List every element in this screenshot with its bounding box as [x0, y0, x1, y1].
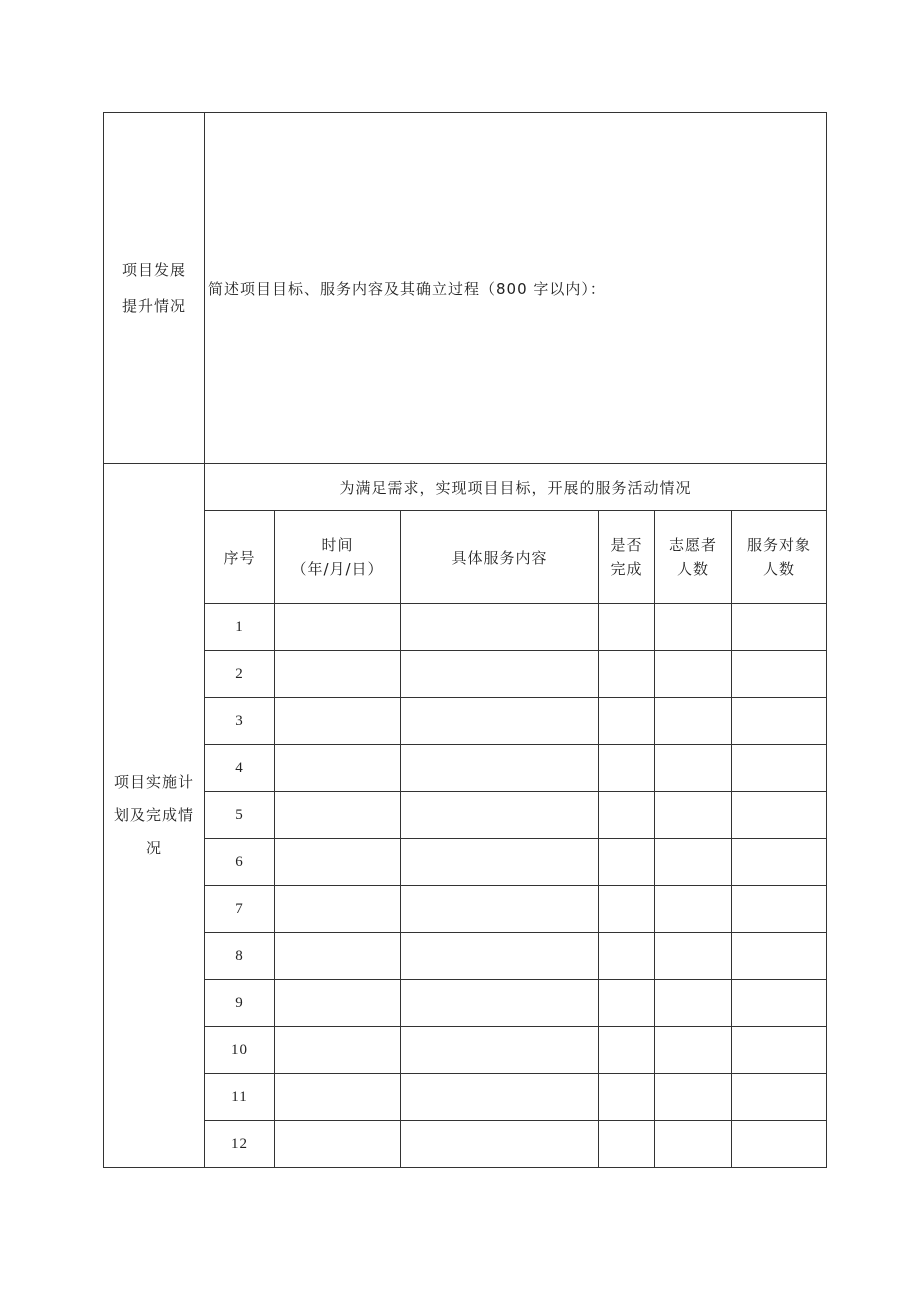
row-targets-field[interactable] [732, 792, 827, 839]
row-seq: 8 [205, 933, 275, 980]
header-targets-line2: 人数 [762, 560, 795, 578]
header-done-line1: 是否 [610, 536, 643, 554]
row-content-field[interactable] [401, 886, 599, 933]
row-time-field[interactable] [275, 980, 401, 1027]
development-description-field[interactable] [205, 113, 827, 464]
row-targets-field[interactable] [732, 651, 827, 698]
row-seq: 3 [205, 698, 275, 745]
row-seq: 5 [205, 792, 275, 839]
header-time-line1: 时间 [321, 536, 354, 554]
header-volunteers-line2: 人数 [676, 560, 709, 578]
row-time-field[interactable] [275, 698, 401, 745]
row-time-field[interactable] [275, 745, 401, 792]
row-targets-field[interactable] [732, 839, 827, 886]
header-targets-line1: 服务对象 [746, 536, 811, 554]
table-row [104, 745, 827, 792]
header-volunteers-line1: 志愿者 [668, 536, 717, 554]
header-volunteers [655, 511, 732, 604]
row-content-field[interactable] [401, 1074, 599, 1121]
section-implementation-label-line3: 况 [145, 839, 162, 857]
row-content-field[interactable] [401, 651, 599, 698]
row-time-field[interactable] [275, 1074, 401, 1121]
row-content-field[interactable] [401, 839, 599, 886]
row-done-field[interactable] [599, 1121, 655, 1168]
row-time-field[interactable] [275, 886, 401, 933]
row-volunteers-field[interactable] [655, 1074, 732, 1121]
row-done-field[interactable] [599, 1027, 655, 1074]
header-done [599, 511, 655, 604]
header-targets [732, 511, 827, 604]
row-volunteers-field[interactable] [655, 1121, 732, 1168]
section-implementation-label-line1: 项目实施计 [113, 773, 194, 791]
section-implementation-label-line2: 划及完成情 [113, 806, 194, 824]
row-done-field[interactable] [599, 651, 655, 698]
row-seq: 1 [205, 604, 275, 651]
row-volunteers-field[interactable] [655, 839, 732, 886]
row-content-field[interactable] [401, 980, 599, 1027]
row-targets-field[interactable] [732, 698, 827, 745]
table-row [104, 1074, 827, 1121]
row-targets-field[interactable] [732, 745, 827, 792]
row-time-field[interactable] [275, 604, 401, 651]
row-done-field[interactable] [599, 604, 655, 651]
header-done-line2: 完成 [610, 560, 643, 578]
row-done-field[interactable] [599, 980, 655, 1027]
row-seq: 9 [205, 980, 275, 1027]
table-row [104, 792, 827, 839]
row-content-field[interactable] [401, 604, 599, 651]
row-time-field[interactable] [275, 933, 401, 980]
application-form-table [103, 112, 827, 1168]
development-description-prompt: 简述项目目标、服务内容及其确立过程（800 字以内）： [208, 279, 606, 298]
header-time [275, 511, 401, 604]
row-done-field[interactable] [599, 839, 655, 886]
row-content-field[interactable] [401, 933, 599, 980]
row-volunteers-field[interactable] [655, 980, 732, 1027]
row-seq: 11 [205, 1074, 275, 1121]
section-development-label-line1: 项目发展 [121, 261, 186, 279]
section-development-label [104, 113, 205, 464]
row-time-field[interactable] [275, 651, 401, 698]
row-seq: 7 [205, 886, 275, 933]
row-volunteers-field[interactable] [655, 745, 732, 792]
row-time-field[interactable] [275, 1027, 401, 1074]
row-done-field[interactable] [599, 698, 655, 745]
row-done-field[interactable] [599, 933, 655, 980]
section-development-label-line2: 提升情况 [121, 297, 186, 315]
row-targets-field[interactable] [732, 886, 827, 933]
table-row [104, 698, 827, 745]
row-content-field[interactable] [401, 1121, 599, 1168]
row-time-field[interactable] [275, 1121, 401, 1168]
table-row [104, 933, 827, 980]
activity-banner: 为满足需求，实现项目目标，开展的服务活动情况 [205, 464, 827, 511]
row-volunteers-field[interactable] [655, 1027, 732, 1074]
section-development-row [104, 113, 827, 464]
section-implementation-label [104, 464, 205, 1168]
row-content-field[interactable] [401, 792, 599, 839]
table-row [104, 980, 827, 1027]
row-volunteers-field[interactable] [655, 698, 732, 745]
row-targets-field[interactable] [732, 1027, 827, 1074]
table-row [104, 886, 827, 933]
activity-header-row [104, 511, 827, 604]
row-done-field[interactable] [599, 745, 655, 792]
row-seq: 6 [205, 839, 275, 886]
row-done-field[interactable] [599, 1074, 655, 1121]
row-volunteers-field[interactable] [655, 604, 732, 651]
row-content-field[interactable] [401, 1027, 599, 1074]
row-volunteers-field[interactable] [655, 792, 732, 839]
row-done-field[interactable] [599, 792, 655, 839]
header-seq: 序号 [205, 511, 275, 604]
row-done-field[interactable] [599, 886, 655, 933]
row-targets-field[interactable] [732, 933, 827, 980]
row-seq: 2 [205, 651, 275, 698]
table-row [104, 839, 827, 886]
table-row [104, 1121, 827, 1168]
header-content: 具体服务内容 [401, 511, 599, 604]
row-volunteers-field[interactable] [655, 651, 732, 698]
row-targets-field[interactable] [732, 1074, 827, 1121]
row-content-field[interactable] [401, 745, 599, 792]
row-seq: 10 [205, 1027, 275, 1074]
row-targets-field[interactable] [732, 1121, 827, 1168]
table-row [104, 604, 827, 651]
activity-banner-row [104, 464, 827, 511]
table-row [104, 1027, 827, 1074]
row-time-field[interactable] [275, 839, 401, 886]
row-seq: 4 [205, 745, 275, 792]
row-seq: 12 [205, 1121, 275, 1168]
row-targets-field[interactable] [732, 980, 827, 1027]
header-time-line2: （年/月/日） [291, 560, 384, 578]
table-row [104, 651, 827, 698]
row-volunteers-field[interactable] [655, 886, 732, 933]
row-time-field[interactable] [275, 792, 401, 839]
row-targets-field[interactable] [732, 604, 827, 651]
row-volunteers-field[interactable] [655, 933, 732, 980]
row-content-field[interactable] [401, 698, 599, 745]
